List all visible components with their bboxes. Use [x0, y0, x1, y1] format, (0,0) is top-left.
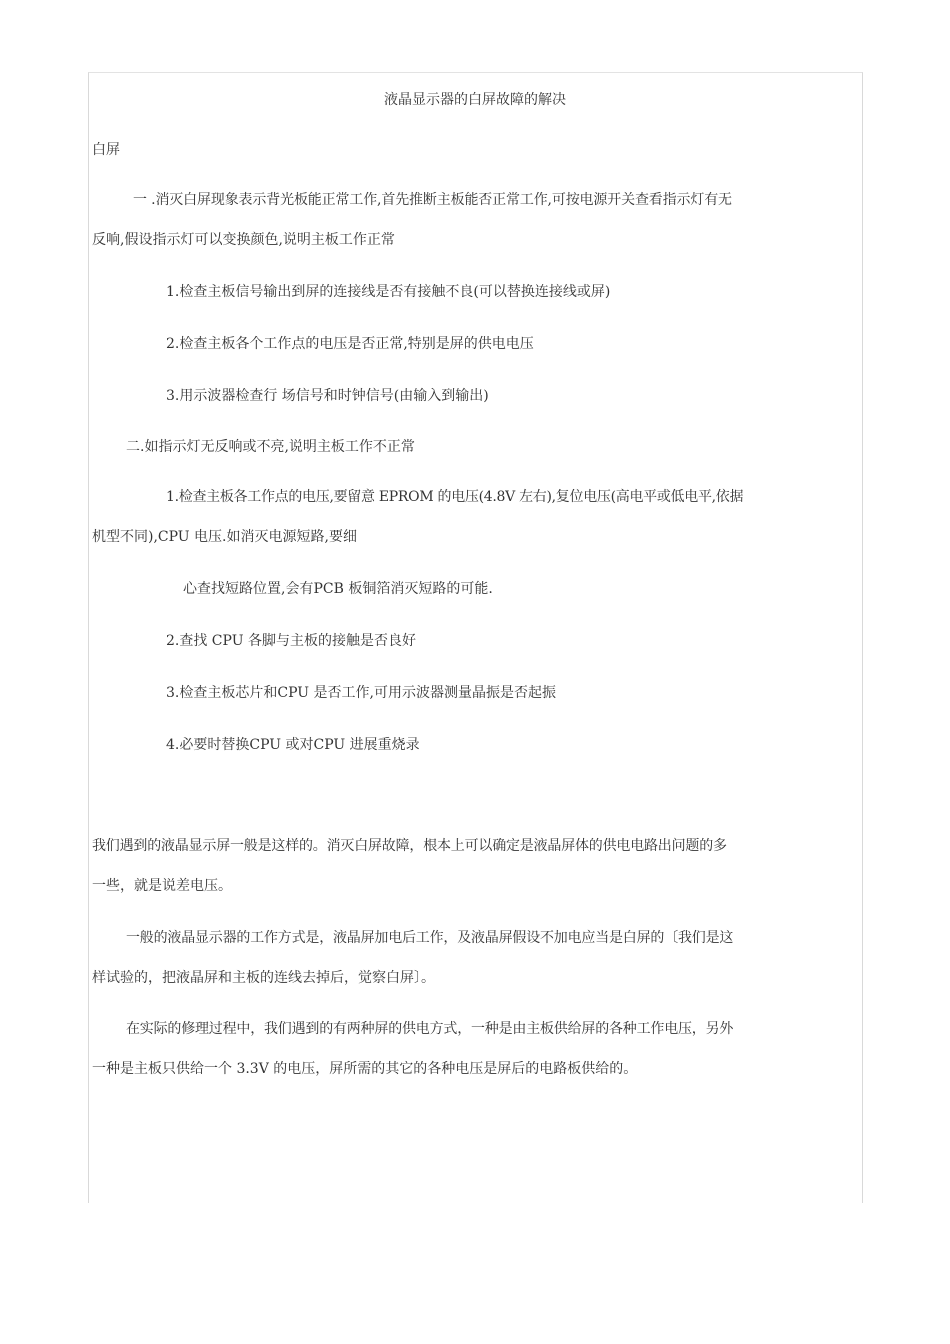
section1-paragraph-line2: 反响,假设指示灯可以变换颜色,说明主板工作正常: [92, 232, 395, 248]
paragraph-2-line2: 样试验的，把液晶屏和主板的连线去掉后，觉察白屏〕。: [92, 970, 435, 986]
paragraph-1-line2: 一些，就是说差电压。: [92, 878, 232, 894]
section-heading: 白屏: [92, 142, 120, 158]
section1-item-2: 2.检查主板各个工作点的电压是否正常,特别是屏的供电电压: [166, 336, 534, 352]
section1-paragraph-line1: 一 .消灭白屏现象表示背光板能正常工作,首先推断主板能否正常工作,可按电源开关查看指示灯有无: [133, 192, 732, 208]
section2-item-3: 3.检查主板芯片和CPU 是否工作,可用示波器测量晶振是否起振: [166, 685, 556, 701]
section2-paragraph-line1: 二.如指示灯无反响或不亮,说明主板工作不正常: [126, 439, 415, 455]
document-title: 液晶显示器的白屏故障的解决: [384, 92, 566, 108]
paragraph-3-line1: 在实际的修理过程中，我们遇到的有两种屏的供电方式，一种是由主板供给屏的各种工作电压，另外: [126, 1021, 734, 1037]
section2-item-4: 4.必要时替换CPU 或对CPU 进展重烧录: [166, 737, 420, 753]
section2-item-2: 2.查找 CPU 各脚与主板的接触是否良好: [166, 633, 416, 649]
paragraph-2-line1: 一般的液晶显示器的工作方式是，液晶屏加电后工作，及液晶屏假设不加电应当是白屏的〔我们是这: [126, 930, 734, 946]
section2-item-1-line1: 1.检查主板各工作点的电压,要留意 EPROM 的电压(4.8V 左右),复位电压(高电平或低电平,依据: [166, 489, 744, 505]
paragraph-3-line2: 一种是主板只供给一个 3.3V 的电压，屏所需的其它的各种电压是屏后的电路板供给的。: [92, 1061, 638, 1077]
paragraph-1-line1: 我们遇到的液晶显示屏一般是这样的。消灭白屏故障，根本上可以确定是液晶屏体的供电电路出问题的多: [92, 838, 727, 854]
section2-item-1-line3: 心查找短路位置,会有PCB 板铜箔消灭短路的可能.: [183, 581, 493, 597]
section1-item-1: 1.检查主板信号输出到屏的连接线是否有接触不良(可以替换连接线或屏): [166, 284, 611, 300]
section2-item-1-line2: 机型不同),CPU 电压.如消灭电源短路,要细: [92, 529, 357, 545]
section1-item-3: 3.用示波器检查行 场信号和时钟信号(由输入到输出): [166, 388, 489, 404]
